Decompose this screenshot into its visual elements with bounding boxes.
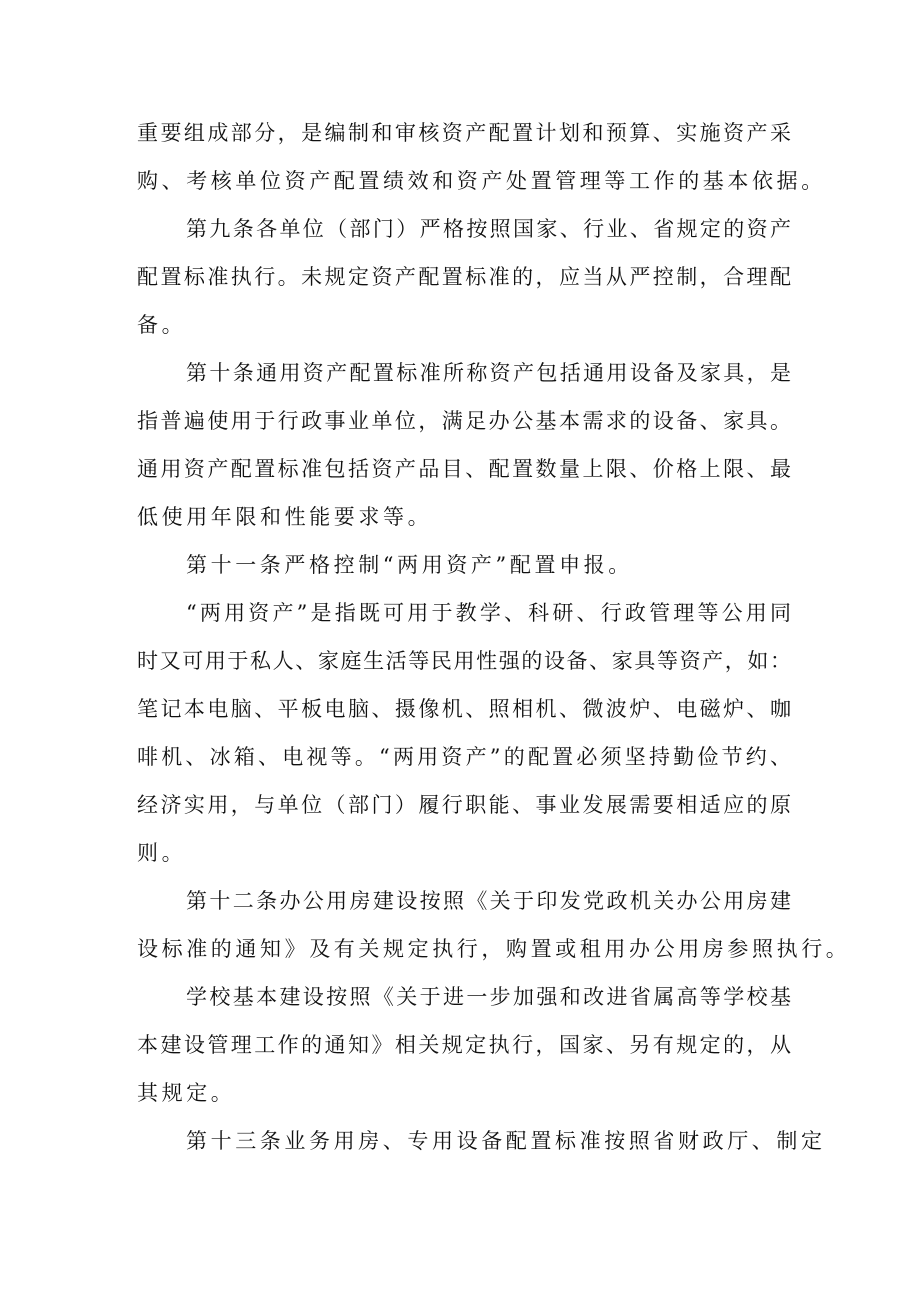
paragraph bbox=[137, 357, 791, 549]
text-line: 重要组成部分，是编制和审核资产配置计划和预算、实施资产采 bbox=[137, 121, 791, 145]
text-line: 第十一条严格控制“两用资产”配置申报。 bbox=[186, 553, 633, 577]
text-line: 设标准的通知》及有关规定执行，购置或租用办公用房参照执行。 bbox=[137, 937, 851, 961]
text-line: 低使用年限和性能要求等。 bbox=[137, 505, 433, 529]
text-line: 时又可用于私人、家庭生活等民用性强的设备、家具等资产，如： bbox=[137, 649, 791, 673]
paragraph bbox=[137, 981, 791, 1125]
paragraph bbox=[137, 213, 791, 357]
text-line: 本建设管理工作的通知》相关规定执行，国家、另有规定的，从 bbox=[137, 1033, 791, 1057]
document-body bbox=[137, 117, 851, 1173]
paragraph bbox=[137, 885, 851, 981]
text-line: 啡机、冰箱、电视等。“两用资产”的配置必须坚持勤俭节约、 bbox=[137, 745, 791, 769]
text-line: 经济实用，与单位（部门）履行职能、事业发展需要相适应的原 bbox=[137, 793, 791, 817]
paragraph bbox=[137, 549, 791, 597]
text-line: 配置标准执行。未规定资产配置标准的，应当从严控制，合理配 bbox=[137, 265, 791, 289]
text-line: 学校基本建设按照《关于进一步加强和改进省属高等学校基 bbox=[186, 985, 791, 1009]
paragraph bbox=[137, 1125, 826, 1173]
text-line: 第十条通用资产配置标准所称资产包括通用设备及家具，是 bbox=[186, 361, 791, 385]
text-line: 备。 bbox=[137, 313, 187, 337]
text-line: 通用资产配置标准包括资产品目、配置数量上限、价格上限、最 bbox=[137, 457, 791, 481]
text-line: 指普遍使用于行政事业单位，满足办公基本需求的设备、家具。 bbox=[137, 409, 791, 433]
text-line: 其规定。 bbox=[137, 1081, 236, 1105]
paragraph bbox=[137, 117, 826, 213]
text-line: “两用资产”是指既可用于教学、科研、行政管理等公用同 bbox=[186, 601, 791, 625]
text-line: 第十二条办公用房建设按照《关于印发党政机关办公用房建 bbox=[186, 889, 791, 913]
text-line: 第十三条业务用房、专用设备配置标准按照省财政厅、制定 bbox=[186, 1129, 826, 1153]
text-line: 笔记本电脑、平板电脑、摄像机、照相机、微波炉、电磁炉、咖 bbox=[137, 697, 791, 721]
paragraph bbox=[137, 597, 791, 885]
text-line: 购、考核单位资产配置绩效和资产处置管理等工作的基本依据。 bbox=[137, 169, 826, 193]
text-line: 第九条各单位（部门）严格按照国家、行业、省规定的资产 bbox=[186, 217, 791, 241]
text-line: 则。 bbox=[137, 841, 187, 865]
